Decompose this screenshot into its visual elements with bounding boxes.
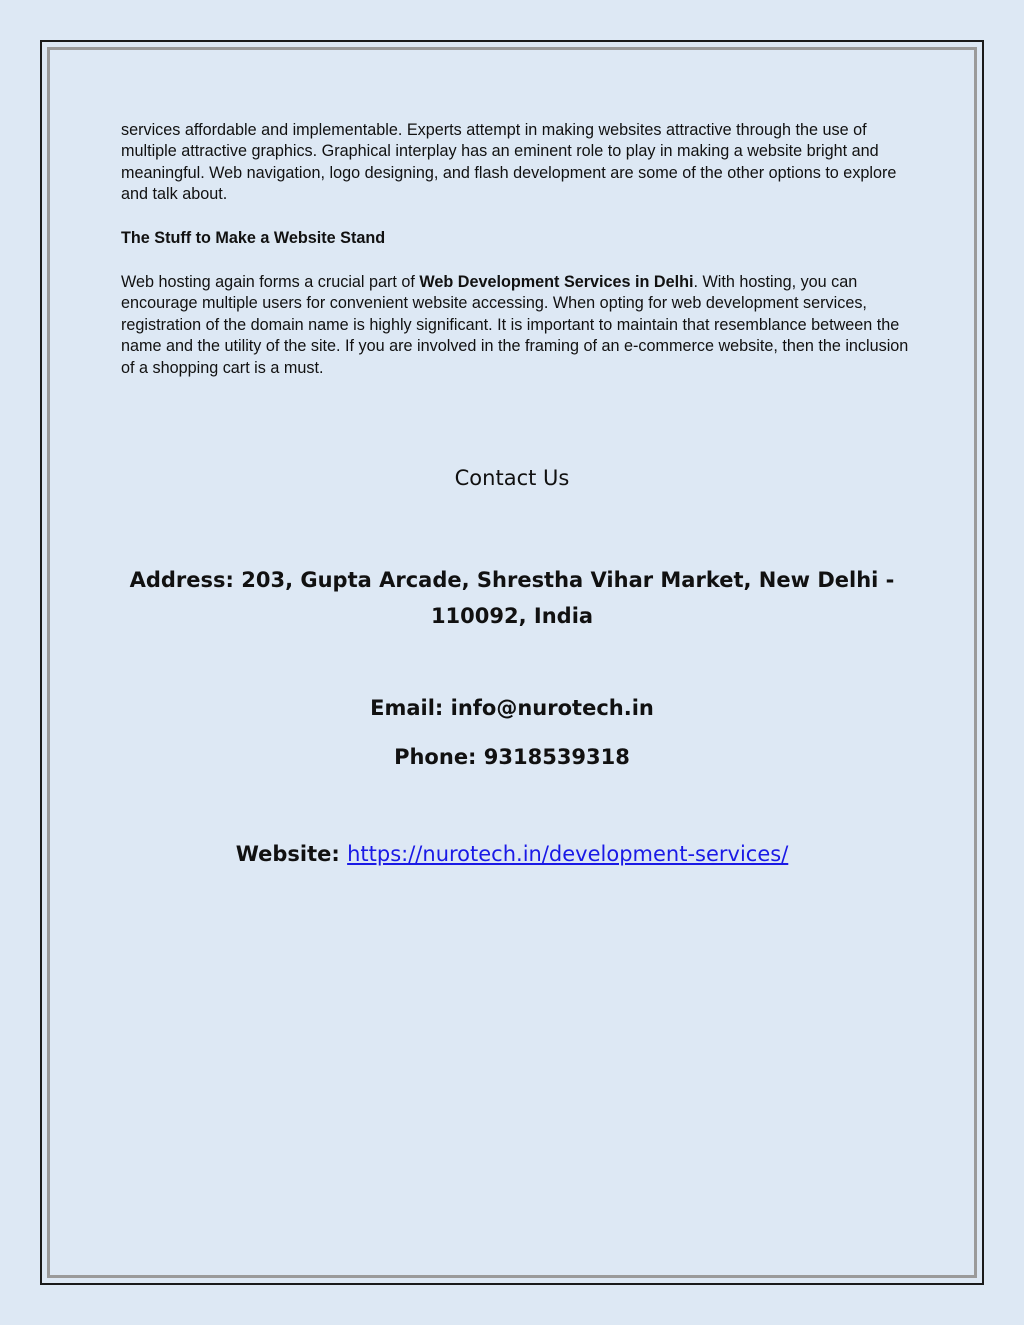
website-label: Website:	[235, 842, 340, 866]
section-heading: The Stuff to Make a Website Stand	[121, 229, 386, 247]
hosting-paragraph-start: Web hosting again forms a crucial part of	[121, 273, 420, 291]
contact-address	[0, 562, 1024, 634]
address-line-2: 110092, India	[430, 604, 594, 628]
hosting-paragraph	[121, 272, 911, 379]
page-frame	[40, 40, 984, 1285]
contact-email: Email: info@nurotech.in	[370, 696, 654, 720]
contact-website	[0, 842, 1024, 866]
contact-phone: Phone: 9318539318	[394, 745, 630, 769]
website-link[interactable]: https://nurotech.in/development-services/	[347, 842, 789, 866]
hosting-paragraph-end: . With hosting, you can encourage multiple users for convenient website accessing. When opting for web development services, registration of the domain name is highly significant. It is important to maintain that resemblance between the name and the utility of the site. If you are involved in the framing of an e-commerce website, then the inclusion of a shopping cart is a must.	[121, 273, 909, 377]
contact-title: Contact Us	[454, 466, 570, 490]
intro-paragraph: services affordable and implementable. Experts attempt in making websites attractive through the use of multiple attractive graphics. Graphical interplay has an eminent role to play in making a website bright and meaningful. Web navigation, logo designing, and flash development are some of the other options to explore and talk about.	[121, 121, 897, 204]
address-line-1: Address: 203, Gupta Arcade, Shrestha Vihar Market, New Delhi -	[129, 568, 895, 592]
hosting-paragraph-bold-keyword: Web Development Services in Delhi	[419, 273, 694, 291]
